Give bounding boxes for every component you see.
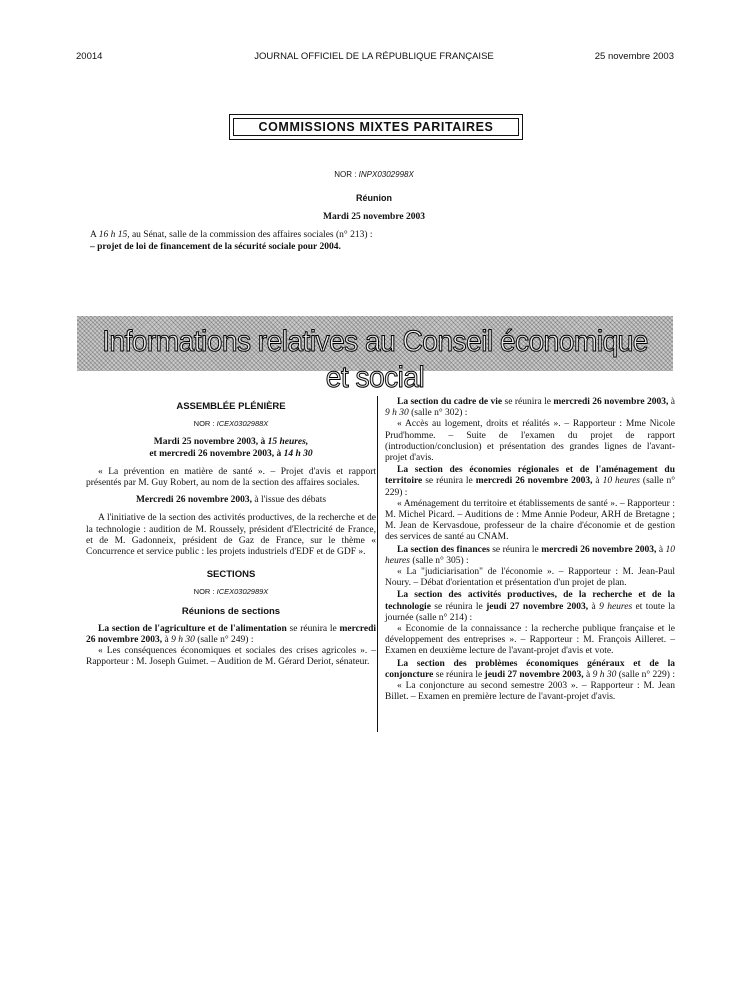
section-name: La section du cadre de vie <box>397 397 503 407</box>
time-prefix: à <box>588 601 600 612</box>
section-entry <box>385 659 675 704</box>
nor-code: INPX0302998X <box>358 170 414 179</box>
section-entry-lead <box>385 397 675 419</box>
section-entry <box>86 624 376 669</box>
meeting-time: 9 heures <box>599 601 633 612</box>
meeting-date: jeudi 27 novembre 2003, <box>484 669 584 680</box>
meeting-place: et toute la journée (salle n° 214) : <box>385 601 676 623</box>
page-number: 20014 <box>76 51 103 62</box>
assemblee-nor <box>86 418 376 429</box>
section-entry <box>385 465 675 543</box>
section-name: La section des problèmes économiques généraux et de la conjoncture <box>385 658 675 680</box>
meeting-time: 9 h 30 <box>385 408 409 419</box>
section-entry-lead <box>385 659 675 681</box>
meeting-date: mercredi 26 novembre 2003, <box>475 476 593 487</box>
meeting-date: mercredi 26 novembre 2003, <box>541 544 657 555</box>
nor-label: NOR : <box>334 170 357 179</box>
section-entry <box>385 590 675 657</box>
meeting-date: jeudi 27 novembre 2003, <box>486 601 589 612</box>
assemblee-paragraph-1: « La prévention en matière de santé ». – Projet d'avis et rapport présentés par M. Guy Robert, au nom de la section des affaires sociales. <box>86 466 376 489</box>
date-prefix: Mardi 25 novembre 2003, à <box>153 437 266 448</box>
section-entry <box>385 397 675 464</box>
section-entry-lead <box>86 624 376 646</box>
journal-title: JOURNAL OFFICIEL DE LA RÉPUBLIQUE FRANÇAISE <box>254 51 494 62</box>
time-prefix: à <box>656 544 666 555</box>
left-column <box>86 396 376 669</box>
time-prefix: à <box>583 669 593 680</box>
assemblee-date-1 <box>86 437 376 448</box>
lead-rest: se réunira le <box>433 669 485 680</box>
commissions-line-1 <box>90 229 670 241</box>
section-entry-body: « Les conséquences économiques et sociales des crises agricoles ». – Rapporteur : M. Joseph Guimet. – Audition de M. Gérard Deriot, sénateur. <box>86 646 376 668</box>
date-time: 14 h 30 <box>283 448 313 459</box>
meeting-place: (salle n° 229) : <box>385 476 675 498</box>
date-bold: Mercredi 26 novembre 2003, <box>135 495 253 506</box>
date-prefix: et mercredi 26 novembre 2003, à <box>149 448 282 459</box>
section-entry-body: « Economie de la connaissance : la recherche publique française et le développement des entreprises ». – Rapporteur : M. François Ailleret. – Examen en deuxième lecture de l'avant-projet d'avis et vote. <box>385 624 675 657</box>
nor-label: NOR : <box>193 587 215 597</box>
section-entry-lead <box>385 590 675 624</box>
ces-banner-title: Informations relatives au Conseil économique et social <box>102 325 648 394</box>
meeting-place: (salle n° 302) : <box>408 408 468 419</box>
section-name: La section des finances <box>397 544 490 555</box>
commissions-details <box>90 229 670 253</box>
nor-label: NOR : <box>193 419 215 429</box>
reunion-heading: Réunion <box>356 193 392 203</box>
section-entry-lead <box>385 465 675 499</box>
time-prefix: à <box>162 635 172 646</box>
right-column <box>385 396 675 703</box>
meeting-time: 10 heures <box>602 476 640 487</box>
section-name: La section de l'agriculture et de l'alimentation <box>98 623 287 634</box>
section-name: La section des économies régionales et de l'aménagement du territoire <box>385 465 675 487</box>
commissions-date: Mardi 25 novembre 2003 <box>323 212 425 222</box>
section-entry-lead <box>385 545 675 567</box>
commissions-nor <box>0 170 748 179</box>
nor-code: ICEX0302989X <box>216 587 269 597</box>
assemblee-heading: ASSEMBLÉE PLÉNIÈRE <box>176 401 286 412</box>
commissions-title-box <box>229 114 523 140</box>
line1-prefix: A <box>90 230 97 240</box>
column-divider <box>377 396 378 732</box>
time-prefix: à <box>592 476 603 487</box>
line1-rest: au Sénat, salle de la commission des affaires sociales (n° 213) : <box>131 230 373 240</box>
meeting-place: (salle n° 249) : <box>194 635 254 646</box>
sections-subheading: Réunions de sections <box>181 605 281 617</box>
section-entry-body: « Accès au logement, droits et réalités ». – Rapporteur : Mme Nicole Prud'homme. – Suite de l'examen du projet de rapport (introduction/conclusion) et présentation des grandes lignes de l'avant-projet d'avis. <box>385 419 675 464</box>
header-date: 25 novembre 2003 <box>594 51 674 62</box>
meeting-time: 10 heures <box>385 544 676 566</box>
date-time: 15 heures, <box>267 437 309 448</box>
section-entry-body: « La "judiciarisation" de l'économie ». – Rapporteur : M. Jean-Paul Noury. – Débat d'orientation et présentation d'un projet de plan. <box>385 567 675 589</box>
meeting-date: mercredi 26 novembre 2003, <box>553 397 669 407</box>
meeting-place: (salle n° 229) : <box>616 669 675 680</box>
section-name: La section des activités productives, de la recherche et de la technologie <box>385 590 675 612</box>
sections-nor <box>86 586 376 597</box>
lead-rest: se réunira le <box>422 476 476 487</box>
meeting-place: (salle n° 305) : <box>409 555 469 566</box>
nor-code: ICEX0302988X <box>216 419 269 429</box>
commissions-title: COMMISSIONS MIXTES PARITAIRES <box>233 118 519 136</box>
sections-heading: SECTIONS <box>206 569 256 581</box>
commissions-line-2: – projet de loi de financement de la sécurité sociale pour 2004. <box>90 242 341 252</box>
time-prefix: à <box>668 397 676 407</box>
assemblee-date-3 <box>86 495 376 506</box>
date-rest: à l'issue des débats <box>254 495 327 506</box>
meeting-date: mercredi 26 novembre 2003, <box>86 623 377 646</box>
section-entry-body: « Aménagement du territoire et établissements de santé ». – Rapporteur : M. Michel Picard. – Auditions de : Mme Annie Podeur, ARH de Bretagne ; M. Jean de Kervasdoue, professeur de la chaire d'économie et de gestion des services de santé au CNAM. <box>385 498 675 543</box>
lead-rest: se réunira le <box>502 397 554 407</box>
ces-banner <box>77 316 673 394</box>
meeting-time: 9 h 30 <box>171 635 195 646</box>
meeting-time: 9 h 30 <box>592 669 617 680</box>
lead-rest: se réunira le <box>430 601 487 612</box>
section-entry-body: « La conjoncture au second semestre 2003 ». – Rapporteur : M. Jean Billet. – Examen en première lecture de l'avant-projet d'avis. <box>385 681 675 703</box>
lead-rest: se réunira le <box>489 544 542 555</box>
lead-rest: se réunira le <box>286 623 340 634</box>
section-entry <box>385 545 675 590</box>
assemblee-date-2 <box>86 449 376 460</box>
line1-time: 16 h 15, <box>98 230 130 240</box>
assemblee-paragraph-2: A l'initiative de la section des activités productives, de la recherche et de la technologie : audition de M. Roussely, président d'Electricité de France, et de M. Gadonneix, président de Gaz de France, sur le thème « Concurrence et service public : les projets industriels d'EDF et de GDF ». <box>86 513 376 558</box>
